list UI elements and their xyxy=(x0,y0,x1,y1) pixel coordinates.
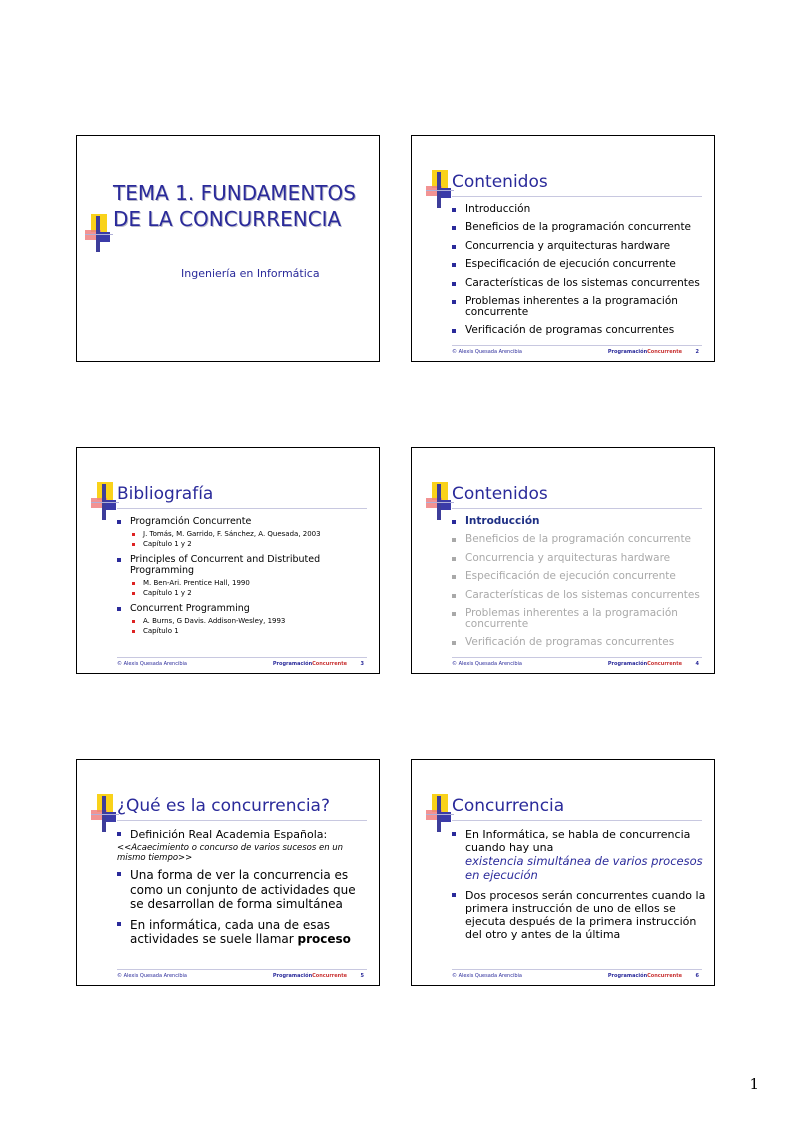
list-item: Problemas inherentes a la programación concurrente xyxy=(452,296,706,318)
content-list xyxy=(117,828,371,954)
slide-title: ¿Qué es la concurrencia? xyxy=(117,796,330,816)
contents-list xyxy=(452,516,706,656)
slide-5 xyxy=(76,759,380,986)
list-item: Programción Concurrente J. Tomás, M. Garrido, F. Sánchez, A. Quesada, 2003 Capítulo 1 y 2 xyxy=(117,516,371,549)
list-item: Concurrent Programming A. Burns, G Davis. Addison-Wesley, 1993 Capítulo 1 xyxy=(117,603,371,636)
list-item: Definición Real Academia Española: xyxy=(117,828,371,841)
slide-1 xyxy=(76,135,380,362)
footer-author: © Alexis Quesada Arencibia xyxy=(452,973,522,979)
title-divider xyxy=(452,196,702,197)
slide-4 xyxy=(411,447,715,674)
slide-title: TEMA 1. FUNDAMENTOS DE LA CONCURRENCIA xyxy=(113,181,356,231)
decorative-squares-icon xyxy=(91,794,119,834)
list-item: Introducción xyxy=(452,204,706,215)
slide-title: Concurrencia xyxy=(452,796,565,816)
list-item: Problemas inherentes a la programación concurrente xyxy=(452,608,706,630)
footer-course: ProgramaciónConcurrente xyxy=(607,349,682,355)
sub-item: Capítulo 1 xyxy=(130,626,371,636)
title-divider xyxy=(452,820,702,821)
decorative-squares-icon xyxy=(426,794,454,834)
list-item: Beneficios de la programación concurrente xyxy=(452,222,706,233)
list-item: Principles of Concurrent and Distributed Programming M. Ben-Ari. Prentice Hall, 1990 Capítulo 1 y 2 xyxy=(117,554,371,598)
slide-title: Bibliografía xyxy=(117,484,214,504)
slide-footer xyxy=(117,969,367,980)
slide-number: 4 xyxy=(695,661,699,667)
slide-number: 5 xyxy=(360,973,364,979)
slide-title: Contenidos xyxy=(452,484,548,504)
slide-subtitle: Ingeniería en Informática xyxy=(181,267,320,280)
footer-course: ProgramaciónConcurrente xyxy=(272,661,347,667)
decorative-squares-icon xyxy=(91,482,119,522)
slide-number: 6 xyxy=(695,973,699,979)
sub-item: J. Tomás, M. Garrido, F. Sánchez, A. Quesada, 2003 xyxy=(130,529,371,539)
page-number: 1 xyxy=(749,1075,759,1093)
list-item: Una forma de ver la concurrencia es como un conjunto de actividades que se desarrollan de forma simultánea xyxy=(117,868,371,912)
footer-author: © Alexis Quesada Arencibia xyxy=(117,973,187,979)
slide-title: Contenidos xyxy=(452,172,548,192)
sub-item: Capítulo 1 y 2 xyxy=(130,588,371,598)
list-item: Concurrencia y arquitecturas hardware xyxy=(452,241,706,252)
content-list xyxy=(452,828,706,948)
slide-number: 3 xyxy=(360,661,364,667)
slide-6 xyxy=(411,759,715,986)
footer-course: ProgramaciónConcurrente xyxy=(607,973,682,979)
list-item: Verificación de programas concurrentes xyxy=(452,325,706,336)
footer-author: © Alexis Quesada Arencibia xyxy=(452,661,522,667)
list-item-active: Introducción xyxy=(452,516,706,527)
quote-text: <<Acaecimiento o concurso de varios sucesos en un mismo tiempo>> xyxy=(117,843,344,863)
slide-footer xyxy=(117,657,367,668)
list-item: Dos procesos serán concurrentes cuando la primera instrucción de uno de ellos se ejecuta después de la primera instrucción del otro y antes de la última xyxy=(452,889,706,941)
contents-list xyxy=(452,204,706,344)
list-item: Especificación de ejecución concurrente xyxy=(452,571,706,582)
list-item: Concurrencia y arquitecturas hardware xyxy=(452,553,706,564)
sub-item: Capítulo 1 y 2 xyxy=(130,539,371,549)
footer-author: © Alexis Quesada Arencibia xyxy=(117,661,187,667)
slide-footer xyxy=(452,345,702,356)
slide-footer xyxy=(452,657,702,668)
footer-course: ProgramaciónConcurrente xyxy=(272,973,347,979)
list-item: Beneficios de la programación concurrente xyxy=(452,534,706,545)
footer-author: © Alexis Quesada Arencibia xyxy=(452,349,522,355)
list-item: Verificación de programas concurrentes xyxy=(452,637,706,648)
slide-3 xyxy=(76,447,380,674)
title-divider xyxy=(117,820,367,821)
title-divider xyxy=(452,508,702,509)
slide-number: 2 xyxy=(695,349,699,355)
decorative-squares-icon xyxy=(426,170,454,210)
sub-item: M. Ben-Ari. Prentice Hall, 1990 xyxy=(130,578,371,588)
list-item: En informática, cada una de esas actividades se suele llamar proceso xyxy=(117,918,371,947)
decorative-squares-icon xyxy=(85,214,113,254)
title-divider xyxy=(117,508,367,509)
list-item: En Informática, se habla de concurrencia cuando hay una existencia simultánea de varios procesos en ejecución xyxy=(452,828,706,882)
sub-item: A. Burns, G Davis. Addison-Wesley, 1993 xyxy=(130,616,371,626)
slide-2 xyxy=(411,135,715,362)
slide-footer xyxy=(452,969,702,980)
emphasis-text: existencia simultánea de varios procesos en ejecución xyxy=(465,854,703,882)
decorative-squares-icon xyxy=(426,482,454,522)
bibliography-list xyxy=(117,516,371,641)
footer-course: ProgramaciónConcurrente xyxy=(607,661,682,667)
list-item: Características de los sistemas concurrentes xyxy=(452,278,706,289)
list-item: Características de los sistemas concurrentes xyxy=(452,590,706,601)
list-item: Especificación de ejecución concurrente xyxy=(452,259,706,270)
